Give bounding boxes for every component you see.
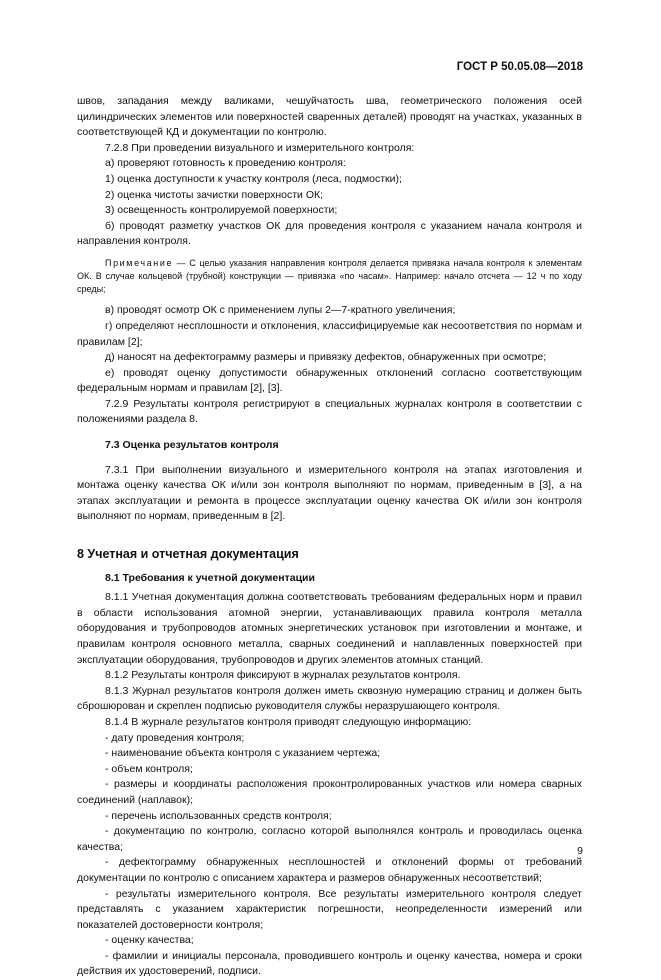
clause-7-2-9: 7.2.9 Результаты контроля регистрируют в специальных журналах контроля в соответствии с положениями раздела 8. bbox=[77, 397, 582, 426]
list-item: а) проверяют готовность к проведению контроля: bbox=[105, 157, 346, 170]
list-item: - оценку качества; bbox=[105, 934, 194, 947]
note-text: — С целью указания направления контроля делается привязка начала контроля к элементам ОК. В случае кольцевой (трубной) конструкции — привязка «по часам». Например: начало отсчета — 12 ч по ходу среды; bbox=[77, 257, 582, 294]
clause-8-1-2: 8.1.2 Результаты контроля фиксируют в журналах результатов контроля. bbox=[105, 669, 461, 682]
list-item: в) проводят осмотр ОК с применением лупы 2—7-кратного увеличения; bbox=[105, 304, 456, 317]
clause-8-1-3: 8.1.3 Журнал результатов контроля должен иметь сквозную нумерацию страниц и должен быть сброшюрован и скреплен подписью руководителя службы неразрушающего контроля. bbox=[77, 684, 582, 713]
note-label: Примечание bbox=[105, 257, 174, 268]
list-item: - дефектограмму обнаруженных несплошностей и отклонений формы от требований документации по контролю с описанием характера и размеров обнаруженных несоответствий; bbox=[77, 856, 582, 884]
list-item: 1) оценка доступности к участку контроля (леса, подмостки); bbox=[105, 172, 402, 185]
list-item: - перечень использованных средств контроля; bbox=[105, 809, 332, 822]
list-item: - фамилии и инициалы персонала, проводившего контроль и оценку качества, номера и сроки действия их удостоверений, подписи. bbox=[77, 949, 582, 978]
section-heading-8: 8 Учетная и отчетная документация bbox=[77, 547, 299, 562]
document-body bbox=[77, 94, 582, 980]
clause-7-3-1: 7.3.1 При выполнении визуального и измерительного контроля на этапах изготовления и монтажа оценку качества ОК и/или зон контроля выполняют по нормам, приведенным в [3], а на этапах эксплуатации и ремонта в процессе эксплуатации оценку качества ОК и/или зон контроля выполняют по нормам, приведенным в [2]. bbox=[77, 463, 582, 523]
document-header: ГОСТ Р 50.05.08—2018 bbox=[456, 61, 583, 73]
list-item: - наименование объекта контроля с указанием чертежа; bbox=[105, 747, 381, 760]
list-item: - результаты измерительного контроля. Все результаты измерительного контроля следует представлять с указанием характеристик погрешности, неопределенности измерений или показателей достоверности контроля; bbox=[77, 887, 582, 931]
list-item: - дату проведения контроля; bbox=[105, 731, 245, 744]
page-number: 9 bbox=[577, 845, 583, 857]
list-item: - размеры и координаты расположения проконтролированных участков или номера сварных соединений (наплавок); bbox=[77, 778, 582, 806]
section-heading-8-1: 8.1 Требования к учетной документации bbox=[105, 571, 315, 584]
clause-8-1-1: 8.1.1 Учетная документация должна соответствовать требованиям федеральных норм и правил в области использования атомной энергии, устанавливающих правила контроля металла оборудования и трубопроводов атомных энергетических установок при изготовлении и монтаже, и правилам контроля основного металла, сварных соединений и наплавленных поверхностей при эксплуатации оборудования, трубопроводов и других элементов атомных станций. bbox=[77, 591, 582, 666]
list-item: д) наносят на дефектограмму размеры и привязку дефектов, обнаруженных при осмотре; bbox=[105, 351, 547, 364]
clause-7-2-8: 7.2.8 При проведении визуального и измерительного контроля: bbox=[105, 141, 415, 154]
list-item: б) проводят разметку участков ОК для проведения контроля с указанием начала контроля и направления контроля. bbox=[77, 219, 582, 248]
list-item: - объем контроля; bbox=[105, 762, 193, 775]
note bbox=[77, 257, 582, 295]
list-item: 3) освещенность контролируемой поверхности; bbox=[105, 204, 338, 217]
list-item: - документацию по контролю, согласно которой выполнялся контроль и проводилась оценка качества; bbox=[77, 825, 582, 853]
clause-8-1-4: 8.1.4 В журнале результатов контроля приводят следующую информацию: bbox=[105, 715, 472, 728]
list-item: е) проводят оценку допустимости обнаруженных отклонений согласно соответствующим федеральным нормам и правилам [2], [3]. bbox=[77, 366, 582, 395]
section-heading-7-3: 7.3 Оценка результатов контроля bbox=[105, 439, 279, 452]
paragraph: швов, западания между валиками, чешуйчатость шва, геометрического положения осей цилиндрических элементов или поверхностей сваренных деталей) проводят на участках, указанных в соответствующей КД и документации по контролю. bbox=[77, 95, 582, 139]
list-item: г) определяют несплошности и отклонения, классифицируемые как несоответствия по нормам и правилам [2]; bbox=[77, 319, 582, 348]
list-item: 2) оценка чистоты зачистки поверхности ОК; bbox=[105, 188, 324, 201]
